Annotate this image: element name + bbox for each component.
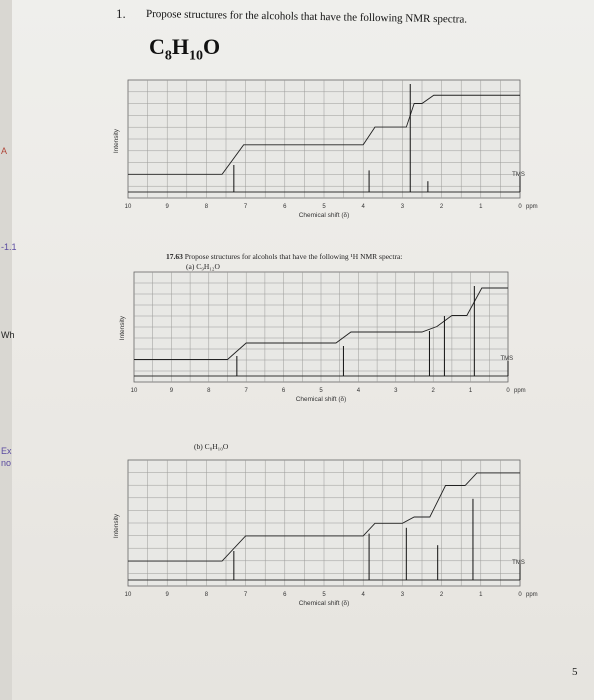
x-tick-label: 4 — [361, 592, 365, 598]
x-tick-label: 10 — [124, 592, 132, 598]
spectrum-svg — [110, 460, 538, 616]
x-axis-label: Chemical shift (δ) — [298, 212, 350, 219]
x-axis-label: Chemical shift (δ) — [298, 600, 350, 607]
nmr-spectrum-a — [116, 272, 526, 412]
spectrum-svg — [116, 272, 526, 412]
x-tick-label: 3 — [400, 592, 405, 598]
x-unit-label: ppm — [514, 388, 526, 394]
x-tick-label: 3 — [400, 204, 405, 210]
x-tick-label: 6 — [283, 204, 287, 210]
x-axis-label: Chemical shift (δ) — [295, 396, 347, 403]
question-number: 1. — [116, 6, 126, 21]
x-tick-label: 1 — [479, 592, 483, 598]
margin-fragment: Wh — [1, 330, 15, 340]
spectrum-svg — [110, 80, 538, 228]
margin-fragment: A — [1, 146, 8, 156]
x-tick-label: 3 — [394, 388, 398, 394]
tms-label: TMS — [500, 356, 514, 362]
x-tick-label: 10 — [130, 388, 138, 394]
x-unit-label: ppm — [526, 592, 538, 598]
nmr-spectrum-1 — [110, 80, 538, 228]
x-tick-label: 5 — [322, 592, 326, 598]
problem-statement: 17.63 Propose structures for alcohols that have the following ¹H NMR spectra: — [166, 252, 403, 261]
x-tick-label: 7 — [243, 204, 248, 210]
part-a-label: (a) C₉H₁₂O — [186, 262, 220, 271]
x-tick-label: 7 — [243, 592, 248, 598]
x-tick-label: 0 — [506, 388, 510, 394]
x-tick-label: 8 — [204, 592, 209, 598]
x-tick-label: 5 — [319, 388, 323, 394]
x-tick-label: 6 — [283, 592, 287, 598]
x-tick-label: 4 — [356, 388, 361, 394]
x-tick-label: 9 — [165, 204, 169, 210]
part-b-label: (b) C₈H₁₀O — [194, 442, 229, 451]
x-tick-label: 5 — [322, 204, 326, 210]
x-unit-label: ppm — [526, 204, 538, 210]
y-axis-label: Intensity — [113, 513, 120, 539]
tms-label: TMS — [512, 172, 525, 178]
y-axis-label: Intensity — [113, 128, 120, 154]
tms-label: TMS — [512, 560, 525, 566]
molecular-formula: $C_8H_{10}O$ — [149, 34, 221, 64]
x-tick-label: 8 — [204, 204, 209, 210]
x-tick-label: 2 — [439, 204, 444, 210]
x-tick-label: 8 — [207, 388, 211, 394]
x-tick-label: 0 — [518, 592, 522, 598]
x-tick-label: 10 — [124, 204, 132, 210]
textbook-page — [6, 0, 594, 700]
x-tick-label: 0 — [518, 204, 522, 210]
previous-page-edge — [0, 0, 17, 700]
margin-fragment: Ex — [1, 446, 12, 456]
x-tick-label: 1 — [479, 204, 483, 210]
margin-fragment: no — [1, 458, 12, 468]
y-axis-label: Intensity — [119, 315, 126, 341]
x-tick-label: 2 — [431, 388, 435, 394]
x-tick-label: 9 — [165, 592, 169, 598]
margin-fragment: -1.1 — [1, 242, 17, 252]
question-text: Propose structures for the alcohols that have the following NMR spectra. — [145, 8, 468, 26]
x-tick-label: 2 — [439, 592, 444, 598]
nmr-spectrum-b — [110, 460, 538, 616]
x-tick-label: 4 — [361, 204, 365, 210]
x-tick-label: 1 — [468, 388, 473, 394]
x-tick-label: 6 — [281, 388, 286, 394]
x-tick-label: 9 — [169, 388, 174, 394]
page-number: 5 — [572, 666, 578, 678]
x-tick-label: 7 — [244, 388, 248, 394]
